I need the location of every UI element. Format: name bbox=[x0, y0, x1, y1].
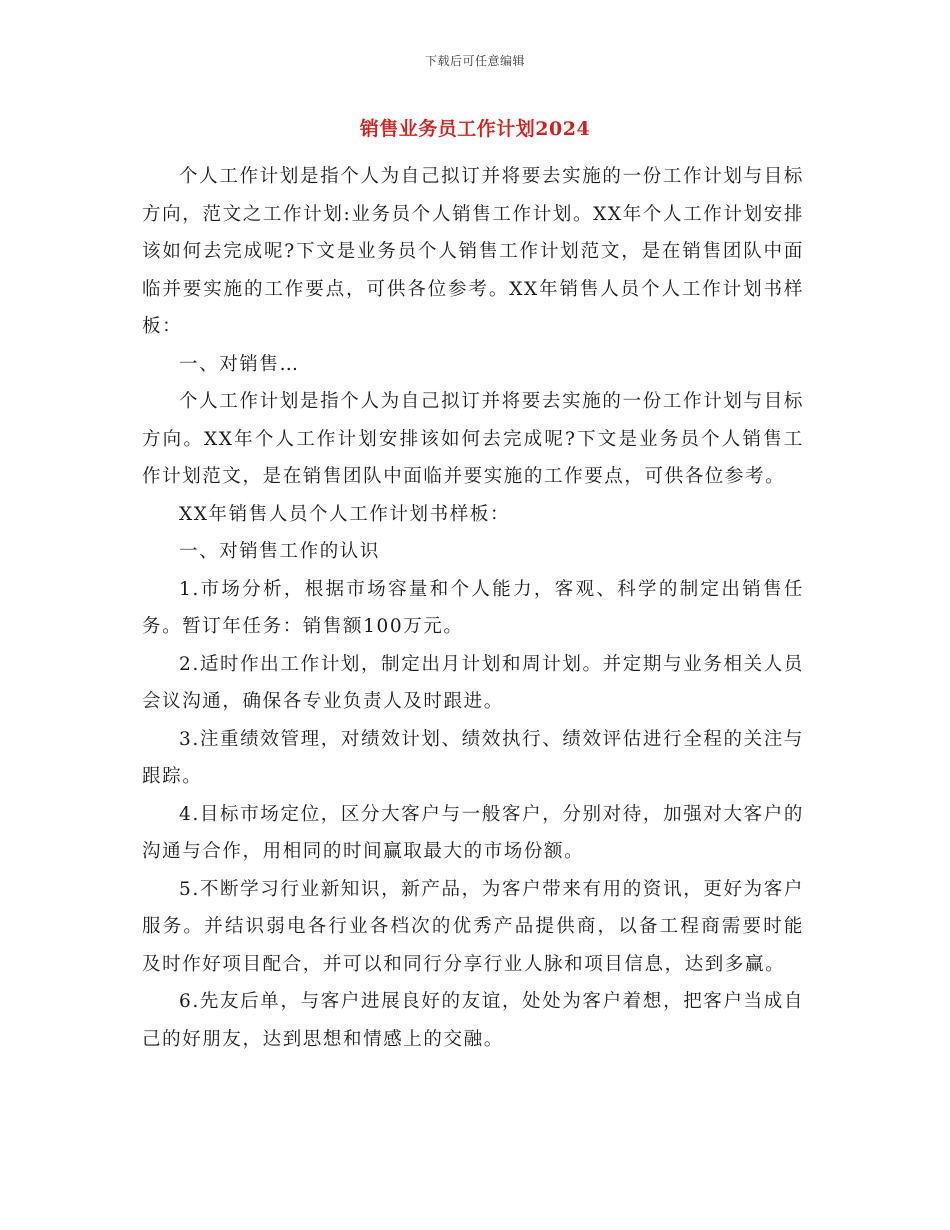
paragraph-intro-repeat: 个人工作计划是指个人为自己拟订并将要去实施的一份工作计划与目标方向。XX年个人工作计划安排该如何去完成呢?下文是业务员个人销售工作计划范文，是在销售团队中面临并要实施的工作要点，可供各位参考。 bbox=[142, 391, 804, 487]
paragraph-truncated-heading: 一、对销售… bbox=[179, 353, 300, 375]
list-item-4: 4.目标市场定位，区分大客户与一般客户，分别对待，加强对大客户的沟通与合作，用相同的时间赢取最大的市场份额。 bbox=[142, 803, 804, 862]
list-item-5: 5.不断学习行业新知识，新产品，为客户带来有用的资讯，更好为客户服务。并结识弱电各行业各档次的优秀产品提供商，以备工程商需要时能及时作好项目配合，并可以和同行分享行业人脉和项目信息，达到多赢。 bbox=[142, 878, 804, 975]
document-body bbox=[142, 158, 804, 1058]
list-item-1: 1.市场分析，根据市场容量和个人能力，客观、科学的制定出销售任务。暂订年任务：销售额100万元。 bbox=[142, 578, 804, 637]
section-heading: 一、对销售工作的认识 bbox=[179, 541, 381, 562]
paragraph-intro: 个人工作计划是指个人为自己拟订并将要去实施的一份工作计划与目标方向，范文之工作计划:业务员个人销售工作计划。XX年个人工作计划安排该如何去完成呢?下文是业务员个人销售工作计划范文，是在销售团队中面临并要实施的工作要点，可供各位参考。XX年销售人员个人工作计划书样板： bbox=[142, 166, 804, 337]
header-note: 下载后可任意编辑 bbox=[424, 54, 525, 68]
list-item-2: 2.适时作出工作计划，制定出月计划和周计划。并定期与业务相关人员会议沟通，确保各专业负责人及时跟进。 bbox=[142, 653, 804, 712]
document-title: 销售业务员工作计划2024 bbox=[359, 118, 591, 140]
list-item-3: 3.注重绩效管理，对绩效计划、绩效执行、绩效评估进行全程的关注与跟踪。 bbox=[142, 728, 804, 787]
paragraph-template-label: XX年销售人员个人工作计划书样板： bbox=[179, 503, 511, 525]
list-item-6: 6.先友后单，与客户进展良好的友谊，处处为客户着想，把客户当成自己的好朋友，达到思想和情感上的交融。 bbox=[142, 991, 804, 1050]
